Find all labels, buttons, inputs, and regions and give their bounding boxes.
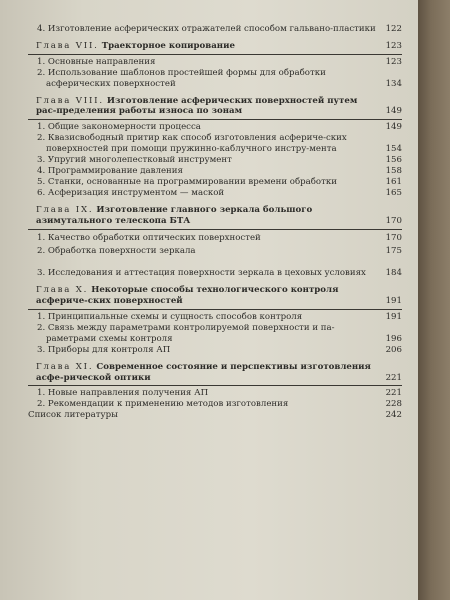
toc-entry-text: 1. Общие закономерности процесса bbox=[37, 122, 201, 133]
chapter-label: Глава IX. bbox=[36, 204, 94, 215]
toc-entry bbox=[28, 312, 402, 323]
bibliography-entry bbox=[28, 410, 402, 421]
chapter-page: 149 bbox=[385, 106, 402, 117]
toc-entry bbox=[28, 323, 402, 345]
toc-entry bbox=[28, 233, 402, 244]
chapter-label: Глава X. bbox=[36, 285, 89, 296]
toc-entry bbox=[28, 268, 402, 279]
book-edge bbox=[418, 0, 450, 600]
toc-entry-text: 3. Исследования и аттестация поверхности зеркала в цеховых условиях bbox=[37, 268, 366, 279]
toc-entry-text: 1. Принципиальные схемы и сущность способов контроля bbox=[37, 312, 303, 323]
toc-entry bbox=[28, 388, 402, 399]
toc-entry-page: 175 bbox=[385, 246, 402, 257]
divider bbox=[28, 229, 402, 230]
divider bbox=[28, 385, 402, 386]
chapter-heading bbox=[28, 41, 402, 52]
toc-entry bbox=[28, 188, 402, 199]
toc-entry-page: 206 bbox=[385, 344, 402, 355]
toc-entry-page: 134 bbox=[385, 78, 402, 89]
toc-entry-page: 149 bbox=[385, 122, 402, 133]
toc-entry bbox=[28, 24, 402, 35]
chapter-heading bbox=[28, 205, 402, 227]
chapter-label: Глава XI. bbox=[36, 361, 94, 372]
toc-entry-page: 158 bbox=[385, 165, 402, 176]
toc-entry-text: 4. Изготовление асферических отражателей способом гальвано-пластики bbox=[37, 24, 376, 34]
toc-entry-text: 4. Программирование давления bbox=[37, 165, 183, 176]
chapter-heading bbox=[28, 96, 402, 118]
toc-entry bbox=[28, 57, 402, 68]
chapter-heading bbox=[28, 285, 402, 307]
toc-entry-page: 221 bbox=[385, 388, 402, 399]
toc-entry-text: 3. Приборы для контроля АП bbox=[37, 344, 171, 355]
toc-entry-page: 156 bbox=[385, 155, 402, 166]
divider bbox=[28, 309, 402, 310]
toc-entry-page: 191 bbox=[385, 312, 402, 323]
toc-entry bbox=[28, 122, 402, 133]
chapter-title: Траекторное копирование bbox=[101, 40, 235, 51]
toc-entry bbox=[28, 177, 402, 188]
toc-entry-text: 3. Упругий многолепестковый инструмент bbox=[37, 155, 232, 166]
toc-entry-text: 2. Обработка поверхности зеркала bbox=[37, 246, 196, 257]
chapter-page: 123 bbox=[385, 40, 402, 51]
toc-entry-text: 6. Асферизация инструментом — маской bbox=[37, 187, 225, 198]
toc-entry-text: 2. Связь между параметрами контролируемой поверхности и па-раметрами схемы контроля bbox=[37, 322, 335, 344]
chapter-page: 191 bbox=[385, 296, 402, 307]
toc-entry-page: 170 bbox=[385, 232, 402, 243]
chapter-label: Глава VII. bbox=[36, 40, 99, 51]
toc-entry-text: 1. Новые направления получения АП bbox=[37, 388, 209, 399]
toc-entry-text: 5. Станки, основанные на программировании времени обработки bbox=[37, 176, 337, 187]
toc-entry-page: 196 bbox=[385, 333, 402, 344]
toc-entry-page: 165 bbox=[385, 187, 402, 198]
chapter-title: Современное состояние и перспективы изготовления асфе-рической оптики bbox=[36, 361, 371, 383]
chapter-page: 170 bbox=[385, 215, 402, 226]
chapter-label: Глава VIII. bbox=[36, 95, 104, 106]
toc-entry bbox=[28, 399, 402, 410]
divider bbox=[28, 119, 402, 120]
toc-entry bbox=[28, 345, 402, 356]
toc-entry-page: 161 bbox=[385, 176, 402, 187]
toc-entry-text: 2. Рекомендации к применению методов изготовления bbox=[37, 399, 289, 410]
chapter-heading bbox=[28, 362, 402, 384]
toc-entry bbox=[28, 246, 402, 257]
chapter-title: Некоторые способы технологического контроля асфериче-ских поверхностей bbox=[36, 285, 339, 307]
toc-entry-page: 123 bbox=[385, 56, 402, 67]
chapter-page: 221 bbox=[385, 372, 402, 383]
bibliography-page: 242 bbox=[385, 410, 402, 421]
divider bbox=[28, 54, 402, 55]
toc-entry-text: 1. Качество обработки оптических поверхностей bbox=[37, 232, 261, 243]
toc-entry bbox=[28, 166, 402, 177]
table-of-contents bbox=[28, 24, 402, 421]
toc-entry-page: 122 bbox=[385, 24, 402, 34]
chapter-title: Изготовление главного зеркала большого азимутального телескопа БТА bbox=[36, 204, 313, 226]
toc-entry-page: 184 bbox=[385, 268, 402, 279]
toc-entry-text: 2. Использование шаблонов простейшей формы для обработки асферических поверхностей bbox=[37, 67, 326, 89]
toc-entry-text: 1. Основные направления bbox=[37, 56, 156, 67]
toc-entry bbox=[28, 68, 402, 90]
bibliography-text: Список литературы bbox=[28, 410, 118, 421]
toc-entry bbox=[28, 133, 402, 155]
toc-entry-page: 228 bbox=[385, 399, 402, 410]
toc-entry bbox=[28, 155, 402, 166]
toc-entry-page: 154 bbox=[385, 144, 402, 155]
toc-entry-text: 2. Квазисвободный притир как способ изготовления асфериче-ских поверхностей при помощи пружинно-каблучного инстру-мента bbox=[37, 133, 347, 155]
chapter-title: Изготовление асферических поверхностей путем рас-пределения работы износа по зонам bbox=[36, 95, 358, 117]
